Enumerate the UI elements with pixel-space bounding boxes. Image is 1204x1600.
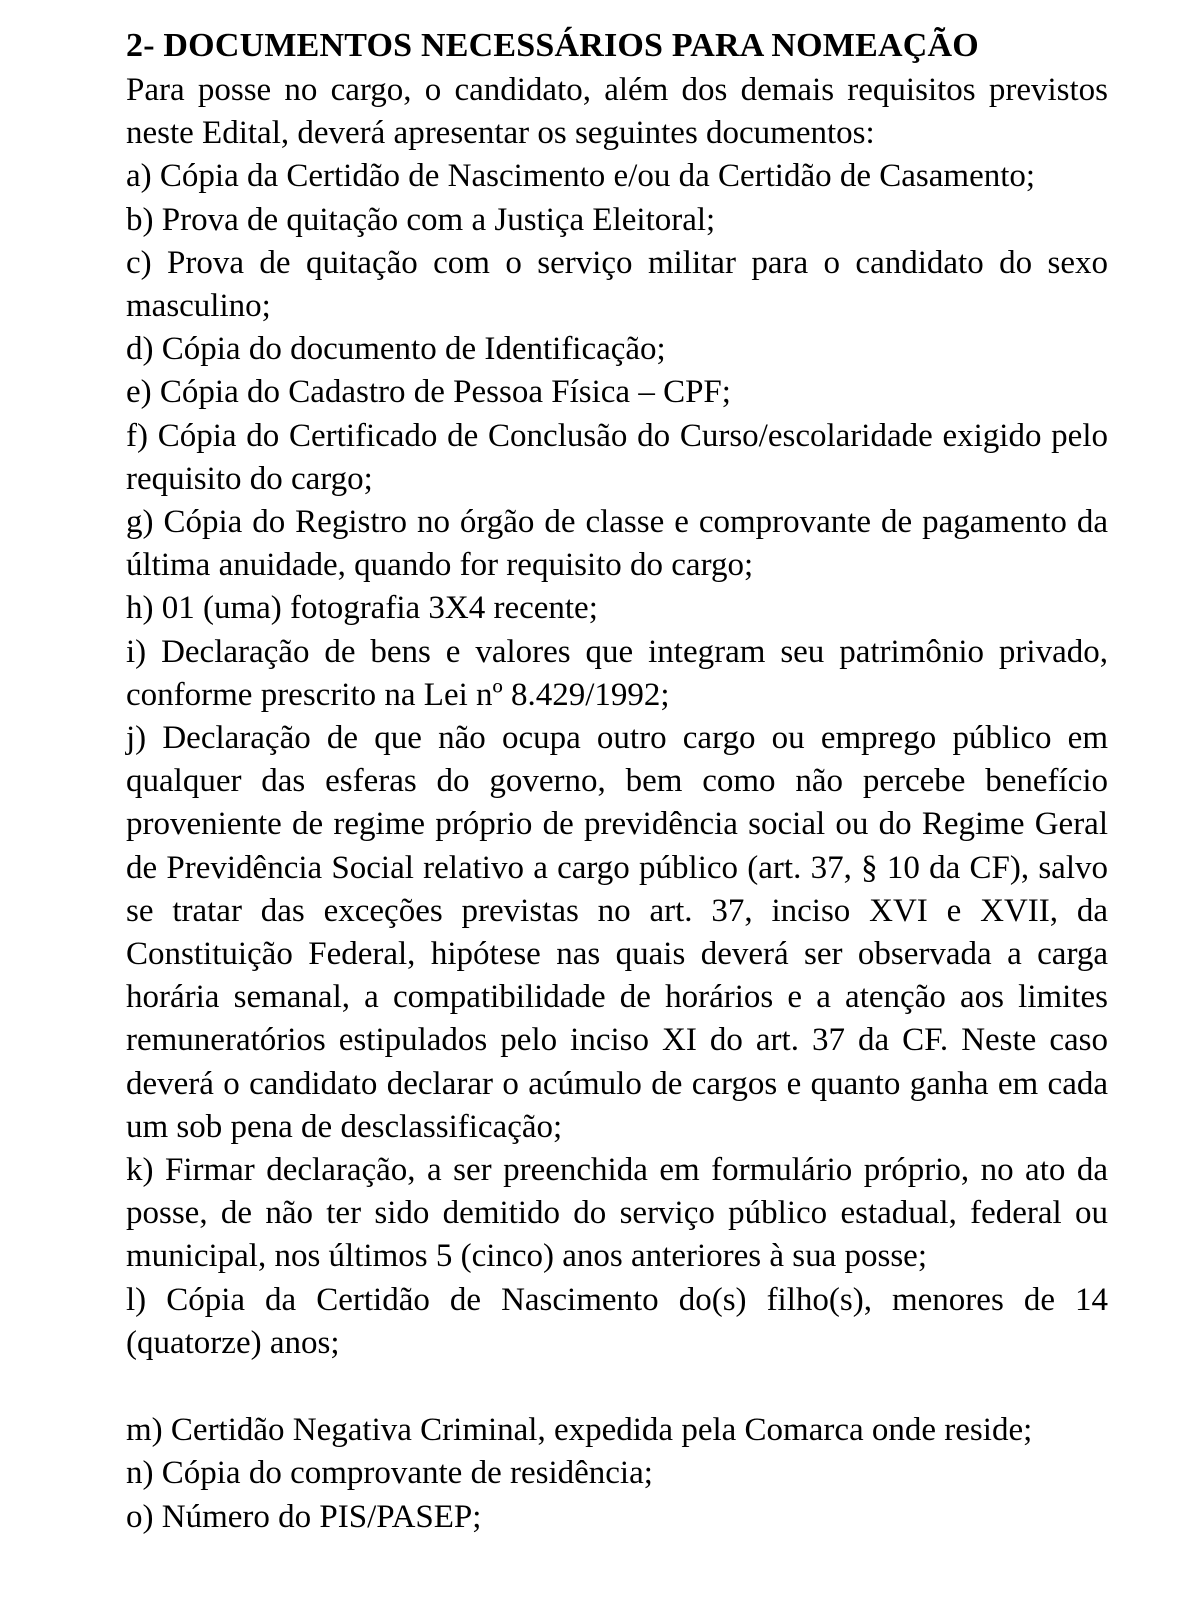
- document-item: d) Cópia do documento de Identificação;: [126, 331, 666, 368]
- document-items-after-gap-list: [126, 1409, 1108, 1539]
- document-item: o) Número do PIS/PASEP;: [126, 1498, 482, 1535]
- document-page: [126, 24, 1108, 1539]
- document-item: g) Cópia do Registro no órgão de classe e comprovante de pagamento da última anuidade, quando for requisito do cargo;: [126, 504, 1108, 584]
- document-item: j) Declaração de que não ocupa outro cargo ou emprego público em qualquer das esferas do governo, bem como não percebe benefício proveniente de regime próprio de previdência social ou do Regime Geral de Previdência Social relativo a cargo público (art. 37, § 10 da CF), salvo se tratar das exceções previstas no art. 37, inciso XVI e XVII, da Constituição Federal, hipótese nas quais deverá ser observada a carga horária semanal, a compatibilidade de horários e a atenção aos limites remuneratórios estipulados pelo inciso XI do art. 37 da CF. Neste caso deverá o candidato declarar o acúmulo de cargos e quanto ganha em cada um sob pena de desclassificação;: [126, 720, 1108, 1145]
- document-item: e) Cópia do Cadastro de Pessoa Física – CPF;: [126, 374, 731, 411]
- document-item: n) Cópia do comprovante de residência;: [126, 1455, 653, 1492]
- document-item: k) Firmar declaração, a ser preenchida em formulário próprio, no ato da posse, de não ter sido demitido do serviço público estadual, federal ou municipal, nos últimos 5 (cinco) anos anteriores à sua posse;: [126, 1152, 1108, 1275]
- document-items-list: [126, 155, 1108, 1365]
- section-heading: 2- DOCUMENTOS NECESSÁRIOS PARA NOMEAÇÃO: [126, 27, 979, 64]
- document-item: i) Declaração de bens e valores que integram seu patrimônio privado, conforme prescrito na Lei nº 8.429/1992;: [126, 633, 1108, 713]
- document-item: h) 01 (uma) fotografia 3X4 recente;: [126, 590, 598, 627]
- document-item: m) Certidão Negativa Criminal, expedida pela Comarca onde reside;: [126, 1412, 1033, 1449]
- document-item: f) Cópia do Certificado de Conclusão do Curso/escolaridade exigido pelo requisito do cargo;: [126, 417, 1108, 497]
- document-item: a) Cópia da Certidão de Nascimento e/ou da Certidão de Casamento;: [126, 158, 1036, 195]
- paragraph-gap: [126, 1365, 1108, 1409]
- intro-paragraph: Para posse no cargo, o candidato, além dos demais requisitos previstos neste Edital, deverá apresentar os seguintes documentos:: [126, 72, 1108, 152]
- document-item: c) Prova de quitação com o serviço militar para o candidato do sexo masculino;: [126, 244, 1108, 325]
- document-item: b) Prova de quitação com a Justiça Eleitoral;: [126, 201, 716, 238]
- document-item: l) Cópia da Certidão de Nascimento do(s) filho(s), menores de 14 (quatorze) anos;: [126, 1281, 1108, 1361]
